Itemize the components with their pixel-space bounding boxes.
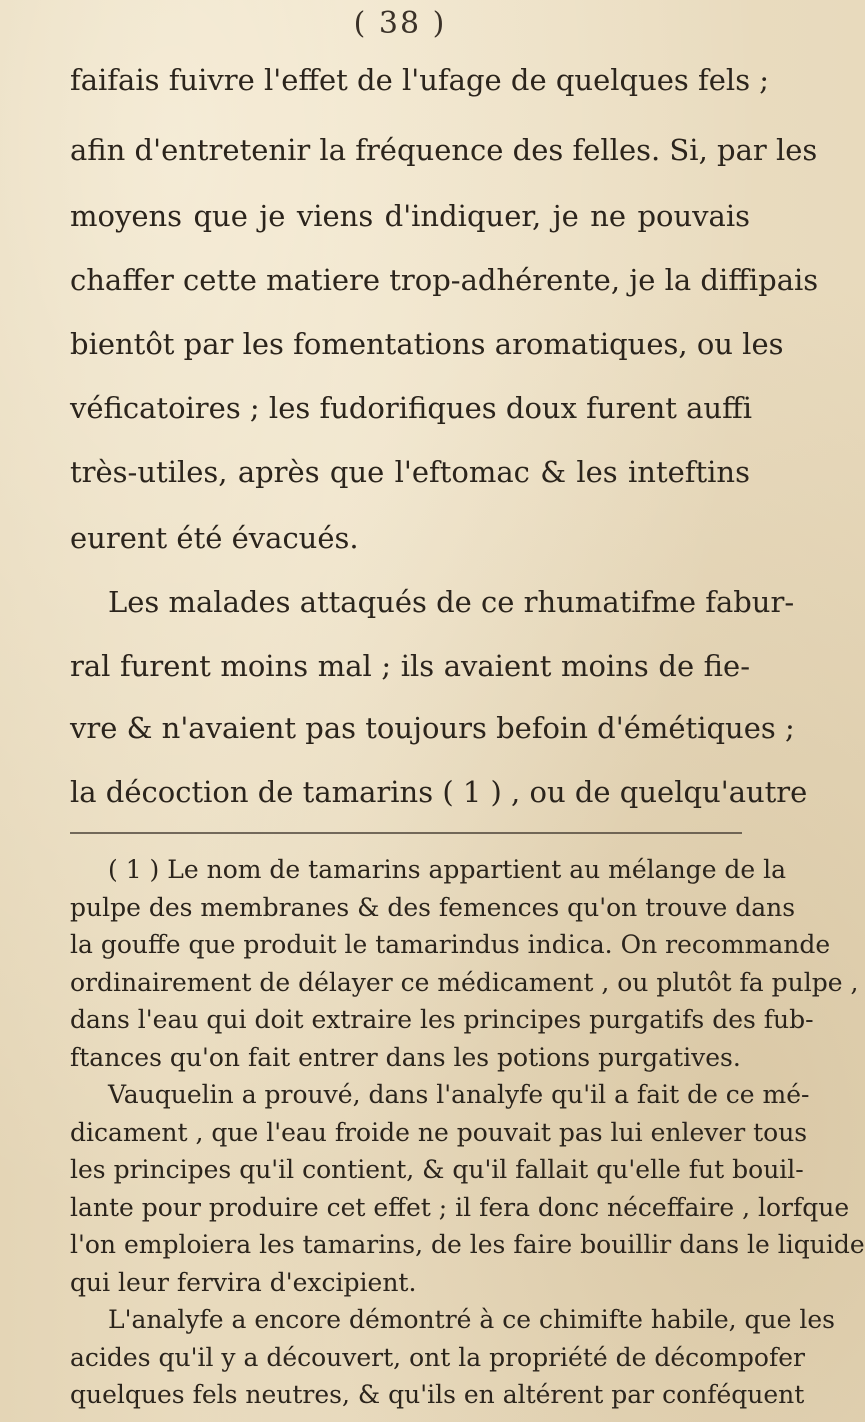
footnote-line: Vauquelin a prouvé, dans l'analyfe qu'il a fait de ce mé- bbox=[108, 1080, 810, 1109]
footnote-line: qui leur fervira d'excipient. bbox=[70, 1268, 417, 1297]
text-line: Les malades attaqués de ce rhumatifme fabur- bbox=[108, 585, 795, 619]
footnote-line: ordinairement de délayer ce médicament , ou plutôt fa pulpe , bbox=[70, 968, 859, 997]
footnote-line: dicament , que l'eau froide ne pouvait pas lui enlever tous bbox=[70, 1118, 808, 1147]
text-line: très-utiles, après que l'eftomac & les inteftins bbox=[70, 455, 750, 489]
text-line: afin d'entretenir la fréquence des felles. Si, par les bbox=[70, 133, 818, 167]
footnote-line: ( 1 ) Le nom de tamarins appartient au mélange de la bbox=[108, 855, 787, 884]
text-line: faifais fuivre l'effet de l'ufage de quelques fels ; bbox=[70, 63, 770, 97]
footnote-line: dans l'eau qui doit extraire les principes purgatifs des fub- bbox=[70, 1005, 814, 1034]
footnote-line: pulpe des membranes & des femences qu'on trouve dans bbox=[70, 893, 796, 922]
footnote-line: ftances qu'on fait entrer dans les potions purgatives. bbox=[70, 1043, 741, 1072]
text-line: véficatoires ; les fudorifiques doux furent auffi bbox=[70, 391, 752, 425]
footnote-line: acides qu'il y a découvert, ont la propriété de décompofer bbox=[70, 1343, 805, 1372]
footnote-line: lante pour produire cet effet ; il fera donc néceffaire , lorfque bbox=[70, 1193, 850, 1222]
footnote-line: la gouffe que produit le tamarindus indica. On recommande bbox=[70, 930, 831, 959]
footnote-line: les principes qu'il contient, & qu'il fallait qu'elle fut bouil- bbox=[70, 1155, 804, 1184]
text-line: vre & n'avaient pas toujours befoin d'émétiques ; bbox=[70, 711, 795, 745]
text-line: eurent été évacués. bbox=[70, 521, 359, 555]
text-line: bientôt par les fomentations aromatiques, ou les bbox=[70, 327, 784, 361]
footnote-line: L'analyfe a encore démontré à ce chimifte habile, que les bbox=[108, 1305, 835, 1334]
footnote-separator-rule bbox=[70, 832, 742, 834]
footnote-line: l'on emploiera les tamarins, de les faire bouillir dans le liquide bbox=[70, 1230, 865, 1259]
footnote-line: quelques fels neutres, & qu'ils en altérent par conféquent bbox=[70, 1380, 805, 1409]
text-line: ral furent moins mal ; ils avaient moins de fie- bbox=[70, 649, 750, 683]
text-line: chaffer cette matiere trop-adhérente, je la diffipais bbox=[70, 263, 819, 297]
page-number: ( 38 ) bbox=[353, 6, 447, 41]
text-line: la décoction de tamarins ( 1 ) , ou de quelqu'autre bbox=[70, 775, 808, 809]
text-line: moyens que je viens d'indiquer, je ne pouvais bbox=[70, 199, 750, 233]
